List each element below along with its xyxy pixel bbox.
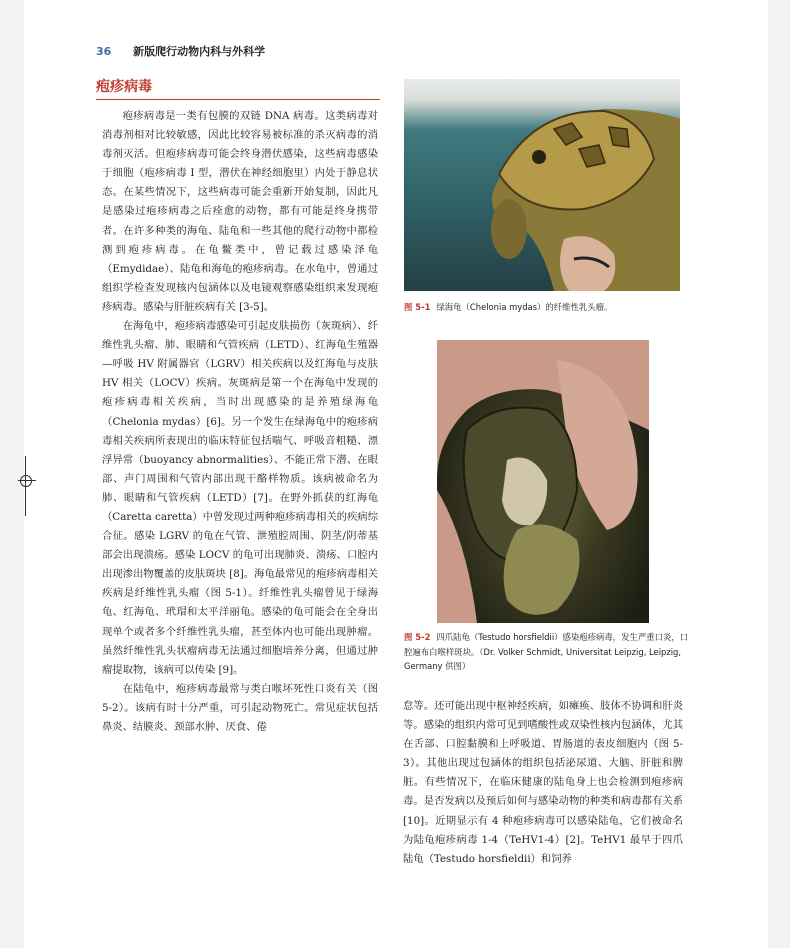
figure-5-2-caption <box>404 630 694 674</box>
section-title: 疱疹病毒 <box>96 79 152 95</box>
section-rule <box>96 99 380 100</box>
page-number: 36 <box>96 45 112 58</box>
right-text-column <box>403 697 683 869</box>
paragraph: 在陆龟中，疱疹病毒最常与类白喉坏死性口炎有关（图 5-2）。该病有时十分严重，可引起动物死亡。常见症状包括鼻炎、结膜炎、颈部水肿、厌食、倦 <box>102 682 378 733</box>
paragraph: 在海龟中，疱疹病毒感染可引起皮肤损伤（灰斑病）、纤维性乳头瘤、肺、眼睛和气管疾病（LETD）、红海龟生殖器—呼吸 HV 附属器官（LGRV）相关疾病以及红海龟与皮肤 HV 相关（LOCV）疾病。灰斑病是第一个在海龟中发现的疱疹病毒相关疾病，当时出现感染的是养殖绿海龟（Chelonia mydas）[6]。另一个发生在绿海龟中的疱疹病毒相关疾病所表现出的临床特征包括喘气、呼吸音粗糙、漂浮异常（buoyancy abnormalities）、不能正常下潜、在眼部、声门周围和气管内部出现干酪样物质。该病被命名为肺、眼睛和气管疾病（LETD）[7]。在野外抓获的红海龟（Caretta caretta）中曾发现过两种疱疹病毒相关的疾病综合征。感染 LGRV 的龟在气管、泄殖腔周围、阴茎/阴蒂基部会出现溃疡。感染 LOCV 的龟可出现肺炎、溃疡、口腔内出现渗出物覆盖的皮肤斑块 [8]。海龟最常见的疱疹病毒相关疾病是纤维性乳头瘤（图 5-1）。纤维性乳头瘤曾见于绿海龟、红海龟、玳瑁和太平洋丽龟。感染的龟可能会在全身出现单个或者多个纤维性乳头瘤，甚至体内也可能出现肿瘤。虽然纤维性乳头状瘤病毒无法通过细胞培养分离，但通过肿瘤提取物，该病可以传染 [9]。 <box>102 320 378 676</box>
left-text-column <box>102 107 378 737</box>
registration-mark-icon <box>18 456 36 492</box>
figure-5-1-photo <box>404 79 680 291</box>
page-header <box>96 43 265 59</box>
page-margin-right <box>768 0 790 948</box>
paragraph: 怠等。还可能出现中枢神经疾病，如瘫痪、肢体不协调和肝炎等。感染的组织内常可见到嗜酸性或双染性核内包涵体，尤其在舌部、口腔黏膜和上呼吸道、胃肠道的表皮细胞内（图 5-3）。其他出现过包涵体的组织包括泌尿道、大脑、肝脏和脾脏。有些情况下，在临床健康的陆龟身上也会检测到疱疹病毒。是否发病以及预后如何与感染动物的种类和病毒都有关系 [10]。近期显示有 4 种疱疹病毒可以感染陆龟，它们被命名为陆龟疱疹病毒 1-4（TeHV1-4）[2]。TeHV1 最早于四爪陆龟（Testudo horsfieldii）和饲养 <box>403 700 683 865</box>
figure-caption-text: 四爪陆龟（Testudo horsfieldii）感染疱疹病毒，发生严重口炎，口腔遍布白喉样斑块。（Dr. Volker Schmidt, Universitat Leipzig, Leipzig, Germany 供图） <box>404 632 689 671</box>
figure-number: 图 5-1 <box>404 302 431 312</box>
figure-5-1-caption <box>404 300 694 315</box>
running-title: 新版爬行动物内科与外科学 <box>133 45 266 58</box>
figure-number: 图 5-2 <box>404 632 431 642</box>
paragraph: 疱疹病毒是一类有包膜的双链 DNA 病毒。这类病毒对消毒剂相对比较敏感，因此比较容易被标准的杀灭病毒的消毒剂灭活。但疱疹病毒可能会终身潜伏感染，这些病毒感染于细胞（疱疹病毒 I 型，潜伏在神经细胞里）内处于静息状态。在某些情况下，这些病毒可能会重新开始复制，因此凡是感染过疱疹病毒之后痊愈的动物，都有可能是终身携带者。在许多种类的海龟、陆龟和一些其他的爬行动物中都检测到疱疹病毒。在龟鳖类中，曾记载过感染泽龟（Emydidae）、陆龟和海龟的疱疹病毒。在水龟中，曾通过组织学检查发现核内包涵体以及电镜观察感染组织来发现疱疹病毒。感染与肝脏疾病有关 [3-5]。 <box>102 110 378 313</box>
figure-5-2-photo <box>437 340 649 623</box>
figure-caption-text: 绿海龟（Chelonia mydas）的纤维性乳头瘤。 <box>436 302 613 312</box>
